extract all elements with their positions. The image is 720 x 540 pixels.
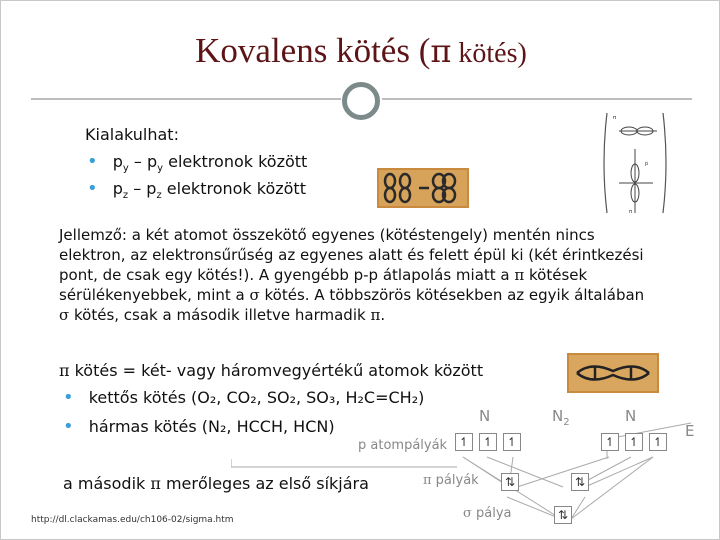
source-url: http://dl.clackamas.edu/ch106-02/sigma.htm [31, 515, 234, 525]
n2-label: $N_2$ [552, 407, 570, 428]
bullet-icon: • [63, 416, 74, 437]
pi-bonding-box-2: ⇅ [571, 473, 589, 491]
p-orbitals-label: p atompályák [358, 438, 448, 453]
pi-bonding-box-1: ⇅ [501, 473, 519, 491]
sigma-bonding-box: ⇅ [554, 506, 572, 524]
orbital-box-left-1: ↿ [455, 433, 473, 451]
title-rest: kötés) [451, 38, 527, 69]
double-bond-item: • kettős kötés (O₂, CO₂, SO₂, SO₃, H₂C=CH₂) [63, 387, 425, 408]
orbital-box-right-1: ↿ [601, 433, 619, 451]
orbital-box-right-3: ↿ [649, 433, 667, 451]
orbital-box-left-3: ↿ [503, 433, 521, 451]
bullet-icon: • [87, 178, 98, 199]
pi-bond-definition: π kötés = két- vagy háromvegyértékű atomok között [59, 361, 484, 380]
svg-text:π: π [629, 209, 633, 215]
intro-item-py: • $p_y - p_y$ elektronok között [87, 151, 308, 175]
n-left-label: N [479, 407, 491, 425]
orbital-box-left-2: ↿ [479, 433, 497, 451]
perpendicular-note: a második π merőleges az első síkjára [63, 474, 369, 493]
pi-orbitals-label: π pályák [423, 473, 479, 488]
orbital-box-right-2: ↿ [625, 433, 643, 451]
bullet-icon: • [63, 387, 74, 408]
p-orbital-overlap-image [377, 168, 469, 208]
intro-heading: Kialakulhat: [85, 125, 179, 144]
slide-title [1, 31, 720, 71]
intro-item-pz: • $p_z - p_z$ elektronok között [87, 178, 306, 202]
pi-bond-model-image [567, 353, 659, 393]
title-divider-right [382, 98, 692, 100]
title-divider-left [31, 98, 341, 100]
sigma-orbital-label: σ pálya [463, 506, 512, 521]
orbital-axes-diagram [599, 109, 671, 217]
divider-ring-icon [342, 82, 380, 120]
svg-text:π: π [613, 115, 617, 121]
svg-text:p: p [645, 161, 649, 167]
triple-bond-item: • hármas kötés (N₂, HCCH, HCN) [63, 416, 335, 437]
energy-axis-label: E [685, 422, 695, 440]
bullet-icon: • [87, 151, 98, 172]
n-right-label: N [625, 407, 637, 425]
title-pi-symbol: π [430, 32, 452, 70]
description-paragraph: Jellemző: a két atomot összekötő egyenes (kötéstengely) mentén nincs elektron, az elektronsűrűség az egyenes alatt és felett épül ki (két érintkezési pont, de csak egy kötés!). A gyengébb p-p átlapolás miatt a π kötések sérülékenyebbek, mint a σ kötés. A többszörös kötésekben az egyik általában σ kötés, csak a második illetve harmadik π. [59, 226, 645, 324]
title-text: Kovalens kötés ( [195, 31, 431, 70]
